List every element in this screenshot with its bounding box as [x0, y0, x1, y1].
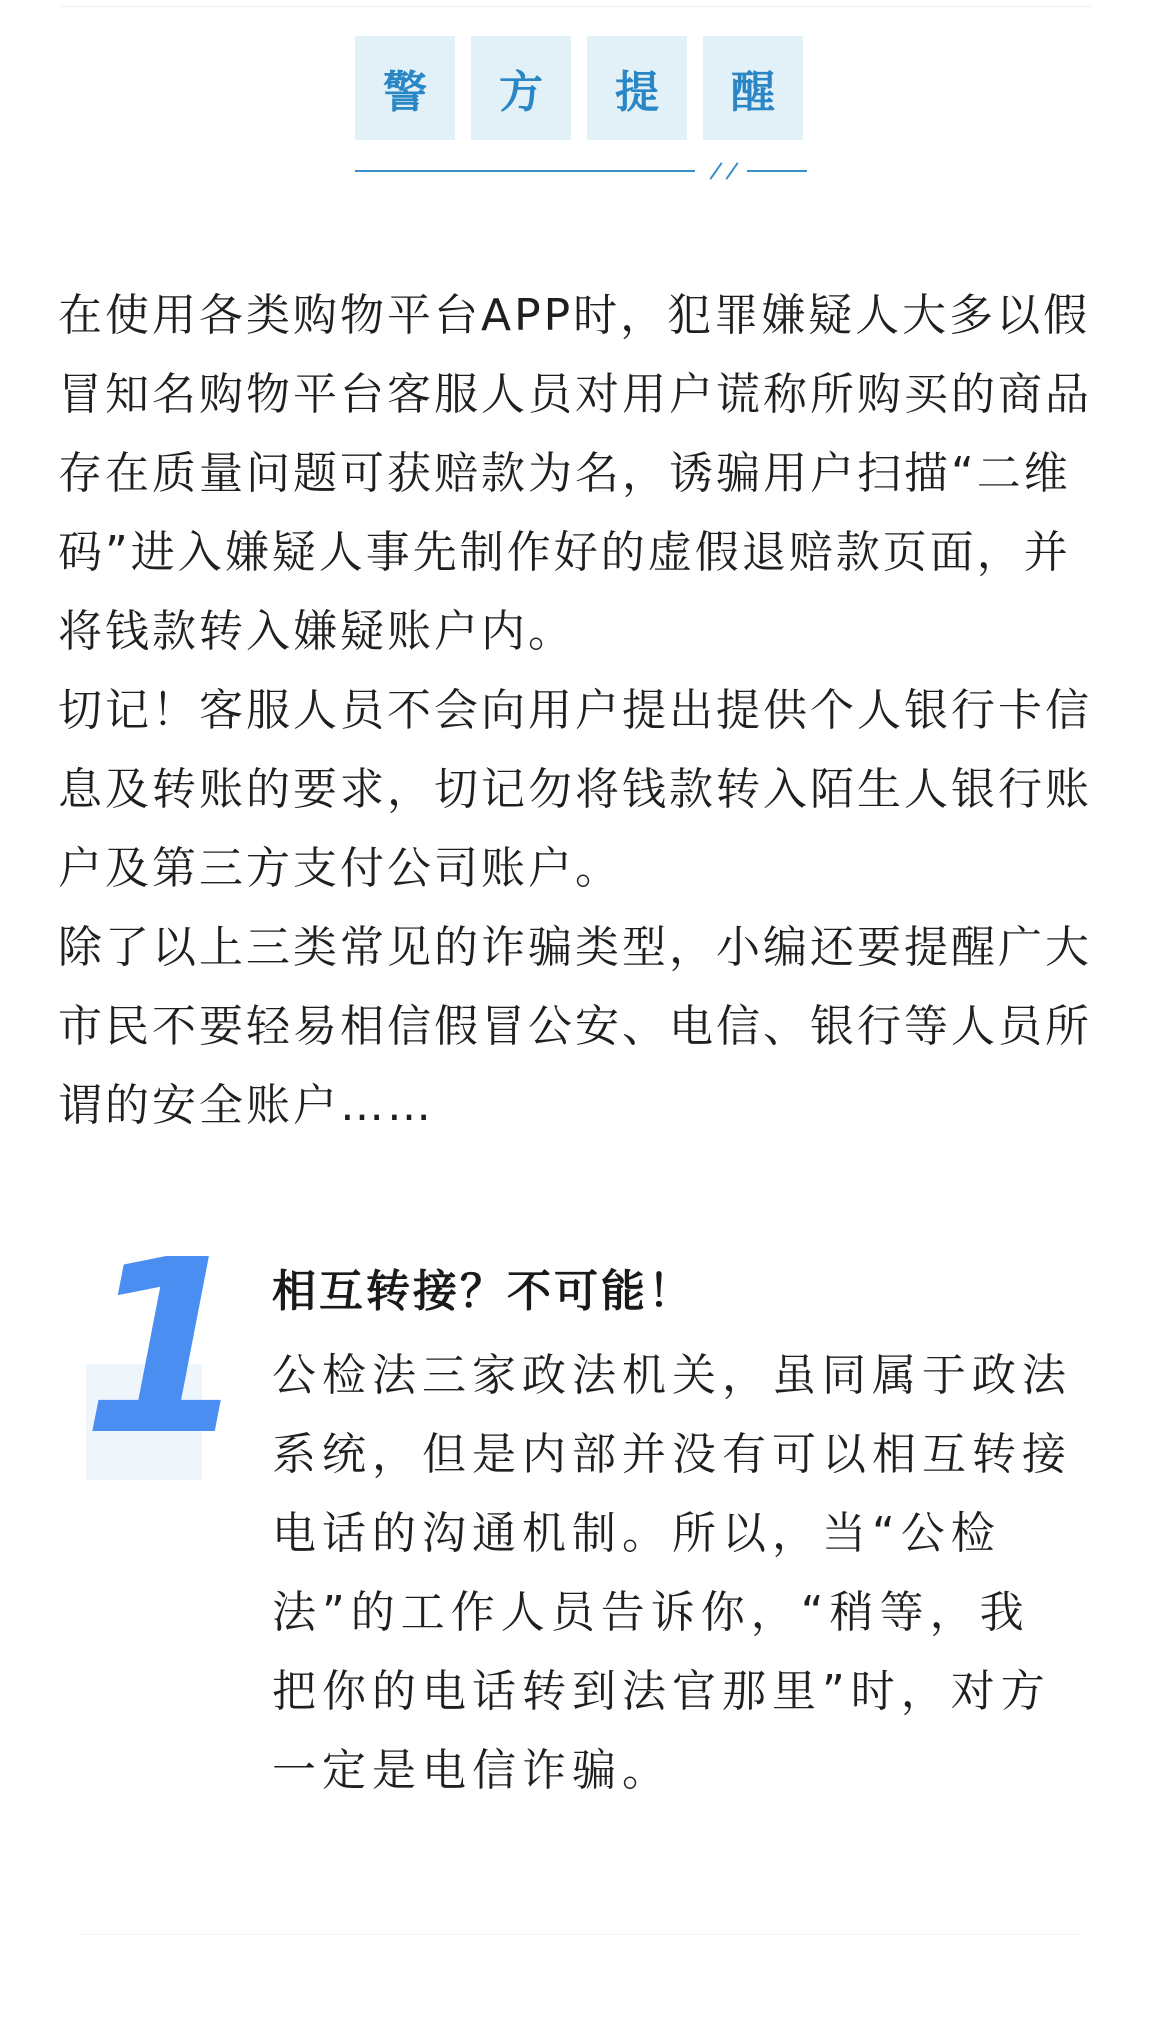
paragraph: 在使用各类购物平台APP时，犯罪嫌疑人大多以假冒知名购物平台客服人员对用户谎称所购买的商品存在质量问题可获赔款为名，诱骗用户扫描“二维码”进入嫌疑人事先制作好的虚假退赔款页面，并将钱款转入嫌疑账户内。	[58, 290, 1092, 657]
header-title	[355, 36, 807, 142]
title-underline-decoration	[355, 165, 807, 177]
title-char: 醒	[731, 67, 775, 118]
title-char-box	[703, 36, 803, 140]
title-char-box	[471, 36, 571, 140]
paragraph: 除了以上三类常见的诈骗类型，小编还要提醒广大市民不要轻易相信假冒公安、电信、银行等人员所谓的安全账户……	[58, 922, 1092, 1131]
section-number: 1	[82, 1208, 249, 1488]
underline-right	[747, 170, 807, 172]
main-paragraphs	[58, 276, 1098, 1145]
section-body: 公检法三家政法机关，虽同属于政法系统，但是内部并没有可以相互转接电话的沟通机制。所以，当“公检法”的工作人员告诉你，“稍等，我把你的电话转到法官那里”时，对方一定是电信诈骗。	[272, 1350, 1072, 1796]
title-char: 方	[499, 67, 543, 118]
underline-left	[355, 170, 695, 172]
slash-mark	[709, 162, 722, 180]
bottom-divider	[80, 1934, 1080, 1935]
top-divider	[60, 6, 1092, 7]
title-char-box	[587, 36, 687, 140]
title-char: 警	[383, 67, 427, 118]
slash-mark	[725, 162, 738, 180]
title-char: 提	[615, 67, 659, 118]
paragraph: 切记！客服人员不会向用户提出提供个人银行卡信息及转账的要求，切记勿将钱款转入陌生人银行账户及第三方支付公司账户。	[58, 685, 1092, 894]
section-title: 相互转接？不可能！	[272, 1266, 695, 1317]
title-char-box	[355, 36, 455, 140]
